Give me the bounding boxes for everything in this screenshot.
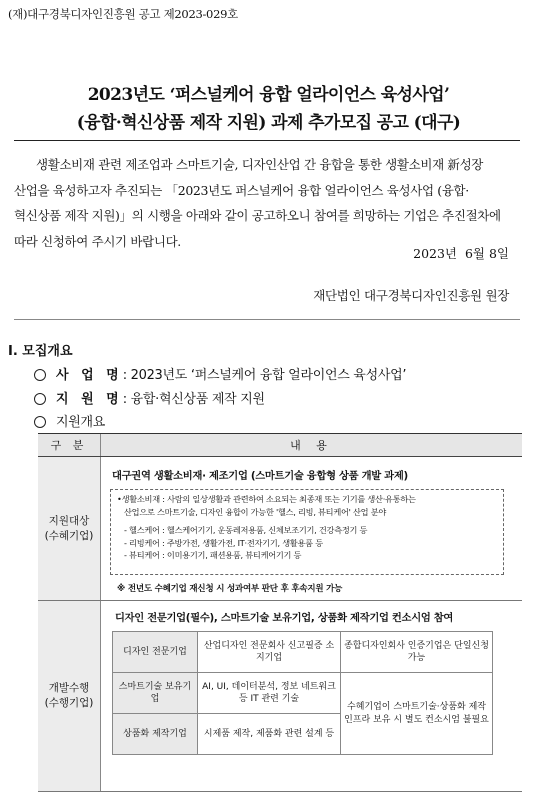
item-value: : 2023년도 ‘퍼스널케어 융합 얼라이언스 육성사업’ — [122, 368, 407, 383]
beneficiary-heading: 대구권역 생활소비재· 제조기업 (스마트기술 융합형 상품 개발 과제) — [112, 470, 408, 482]
company-requirement: 산업디자인 전문회사 신고필증 소지기업 — [198, 632, 341, 673]
header-category: 구 분 — [38, 434, 101, 456]
table-row — [113, 632, 493, 673]
notice-number: (재)대구경북디자인진흥원 공고 제2023-029호 — [8, 7, 238, 21]
definition-line: - 뷰티케어 : 이미용기기, 패션용품, 뷰티케어기기 등 — [124, 550, 302, 560]
row-content — [101, 457, 522, 600]
section-heading: Ⅰ. 모집개요 — [8, 344, 73, 359]
issuing-organization: 재단법인 대구경북디자인진흥원 원장 — [313, 288, 509, 303]
notice-date: 2023년 6월 8일 — [413, 246, 509, 261]
table-header — [38, 434, 522, 457]
title-divider — [14, 140, 520, 141]
row-label-line2: (수행기업) — [44, 697, 94, 709]
row-label — [38, 601, 101, 791]
header-content: 내 용 — [290, 439, 333, 452]
item-label: 지 원 명 — [56, 392, 123, 407]
definition-line: •생활소비재 : 사람의 일상생활과 관련하여 소요되는 최종재 또는 기기를 생산·유통하는 — [117, 494, 416, 504]
circle-bullet-icon — [34, 416, 46, 428]
reapply-note: ※ 전년도 수혜기업 재신청 시 성과여부 판단 후 후속지원 가능 — [117, 584, 343, 594]
definition-line: - 리빙케어 : 주방가전, 생활가전, IT·전자기기, 생활용품 등 — [124, 537, 323, 548]
page-subtitle: (융합·혁신상품 제작 지원) 과제 추가모집 공고 (대구) — [76, 113, 461, 133]
company-remark: 수혜기업이 스마트기술·상품화 제작 인프라 보유 시 별도 컨소시엄 불필요 — [341, 673, 493, 755]
table-row-developer — [38, 601, 522, 792]
developer-heading: 디자인 전문기업(필수), 스마트기술 보유기업, 상품화 제작기업 컨소시엄 참여 — [115, 612, 454, 624]
overview-table — [38, 433, 522, 792]
company-requirement: 시제품 제작, 제품화 관련 설계 등 — [198, 714, 341, 755]
company-type: 스마트기술 보유기업 — [113, 673, 198, 714]
table-row — [113, 673, 493, 714]
overview-item-summary — [34, 411, 105, 430]
table-row-beneficiary — [38, 457, 522, 601]
company-type: 디자인 전문기업 — [113, 632, 198, 673]
definition-box — [110, 489, 504, 575]
row-label-line2: (수혜기업) — [44, 529, 94, 542]
overview-item-support — [34, 388, 265, 407]
company-type: 상품화 제작기업 — [113, 714, 198, 755]
item-value: : 융합·혁신상품 제작 지원 — [122, 392, 265, 407]
item-label: 지원개요 — [56, 415, 106, 430]
row-content — [101, 601, 522, 791]
definition-line: - 헬스케어 : 헬스케어기기, 운동레저용품, 신체보조기기, 건강측정기 등 — [124, 525, 368, 535]
circle-bullet-icon — [34, 393, 46, 405]
row-label-line1: 지원대상 — [48, 514, 90, 527]
definition-line: 산업으로 스마트기술, 디자인 융합이 가능한 '헬스, 리빙, 뷰티케어' 산업 분야 — [124, 506, 387, 517]
company-requirement: AI, UI, 데이터분석, 정보 네트워크 등 IT 관련 기술 — [198, 673, 341, 714]
section-divider — [14, 319, 520, 320]
company-remark: 종합디자인회사 인증기업은 단일신청 가능 — [341, 632, 493, 673]
row-label — [38, 457, 101, 600]
row-label-line1: 개발수행 — [48, 682, 90, 694]
item-label: 사 업 명 — [56, 368, 123, 383]
page-title: 2023년도 ‘퍼스널케어 융합 얼라이언스 육성사업’ — [87, 85, 450, 105]
overview-item-project — [34, 364, 406, 383]
intro-paragraph: 생활소비재 관련 제조업과 스마트기술, 디자인산업 간 융합을 통한 생활소비재 新성장 산업을 육성하고자 추진되는 「2023년도 퍼스널케어 융합 얼라이언스 육성사업 (융합·혁신상품 제작 지원)」의 시행을 아래와 같이 공고하오니 참여를 희망하는 기업은 추진절차에 따라 신청하여 주시기 바랍니다. — [14, 157, 501, 249]
consortium-table — [112, 631, 493, 755]
circle-bullet-icon — [34, 369, 46, 381]
